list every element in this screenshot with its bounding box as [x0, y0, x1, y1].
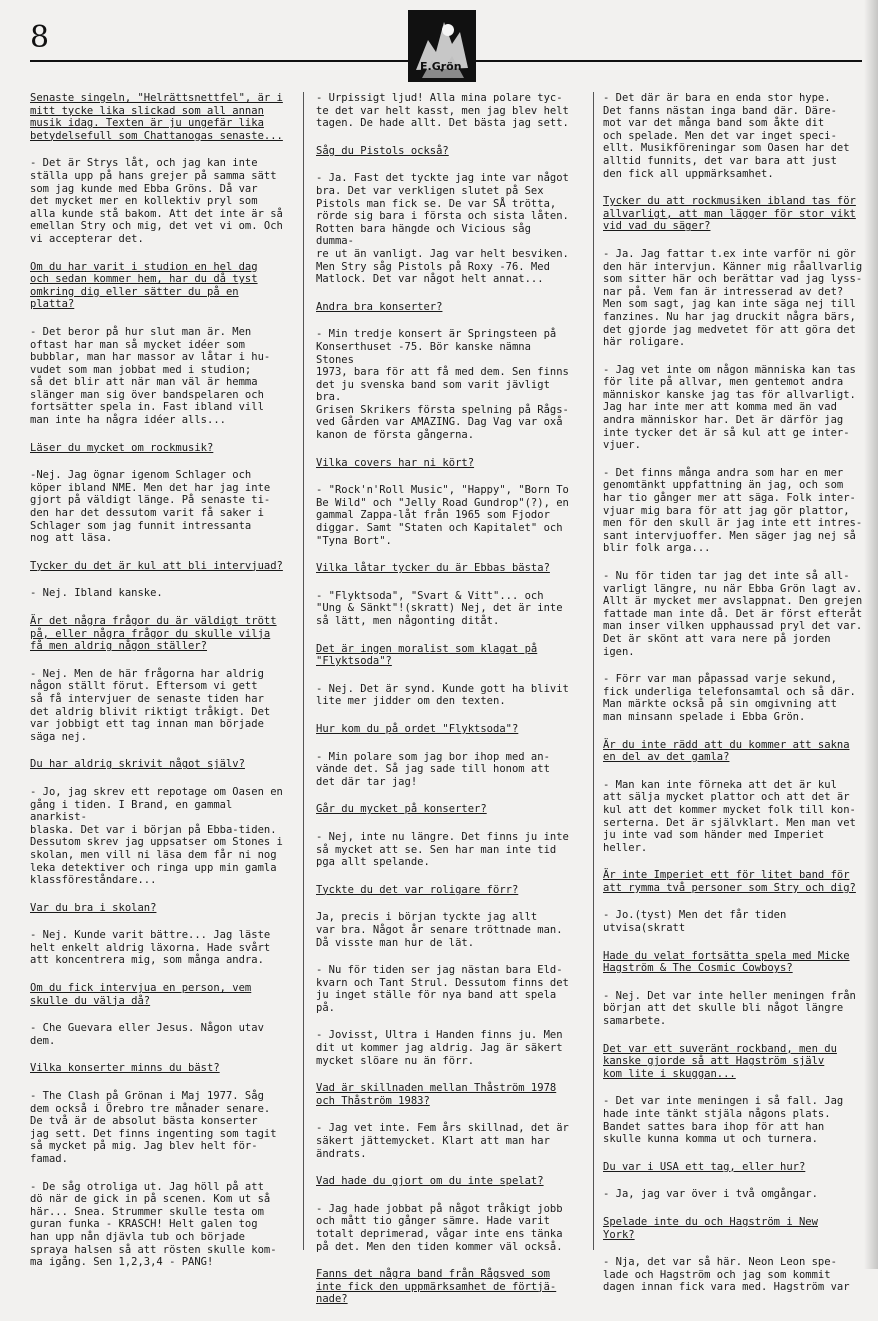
interview-answer: - Ja. Fast det tyckte jag inte var något bra. Det var verkligen slutet på Sex Pistols man fick se. De var SÅ trötta, rörde sig bara i första och sista låten. Rotten bara hängde och Vicious såg dumma- re ut än vanligt. Jag var helt besviken. Men Stry såg Pistols på Roxy -76. Med Matlock. Det var något helt annat...: [316, 172, 569, 286]
interview-question: Spelade inte du och Hagström i New York?: [603, 1215, 818, 1241]
interview-answer: - Nu för tiden ser jag nästan bara Eld- kvarn och Tant Strul. Dessutom finns det ju inget ställe för nya band att spela på.: [316, 964, 569, 1014]
interview-question: Läser du mycket om rockmusik?: [30, 441, 214, 454]
interview-answer: - Förr var man påpassad varje sekund, fick underliga telefonsamtal och så där. Man märkte också på sin omgivning att man minsann spelade i Ebba Grön.: [603, 673, 856, 723]
interview-answer: - Nej. Men de här frågorna har aldrig någon ställt förut. Eftersom vi gett så få intervjuer de senaste tiden har det aldrig blivit riktigt tråkigt. Det var jobbigt ett tag innan man började säga nej.: [30, 667, 271, 743]
column-1: [30, 92, 288, 1284]
interview-answer: - Min polare som jag bor ihop med an- vände det. Så jag sade till honom att det där tar jag!: [316, 750, 550, 788]
interview-answer: - Det finns många andra som har en mer genomtänkt uppfattning än jag, och som har tio gånger mer att säga. Folk inter- vjuar mig bara för att jag gör plattor, men för den skull är jag inte ett intres- sant intervjuoffer. Men säger jag nej så blir folk arga...: [603, 466, 863, 555]
interview-question: Om du har varit i studion en hel dag och sedan kommer hem, har du då tyst omkring dig eller sätter du på en platta?: [30, 260, 258, 311]
interview-question: Är du inte rädd att du kommer att sakna en del av det gamla?: [603, 738, 850, 764]
interview-answer: - Nej. Kunde varit bättre... Jag läste helt enkelt aldrig läxorna. Hade svårt att koncentrera mig, som många andra.: [30, 929, 271, 967]
interview-answer: Ja, precis i början tyckte jag allt var bra. Något år senare tröttnade man. Då visste man hur de lät.: [316, 911, 563, 949]
interview-answer: -Nej. Jag ögnar igenom Schlager och köper ibland NME. Men det har jag inte gjort på väldigt länge. På senaste ti- den har det dessutom varit få saker i Schlager som jag funnit intressanta nog att läsa.: [30, 469, 271, 545]
column-divider-2: [593, 92, 594, 1250]
interview-answer: - Nej. Det är synd. Kunde gott ha blivit lite mer jidder om den texten.: [316, 682, 569, 708]
interview-question: Vilka låtar tycker du är Ebbas bästa?: [316, 562, 550, 575]
interview-answer: - Jovisst, Ultra i Handen finns ju. Men dit ut kommer jag aldrig. Jag är säkert mycket slöare nu än förr.: [316, 1029, 563, 1067]
svg-text:E.Grön: E.Grön: [420, 60, 462, 73]
interview-question: Andra bra konserter?: [316, 300, 443, 313]
interview-question: Tyckte du det var roligare förr?: [316, 883, 519, 896]
interview-question: Såg du Pistols också?: [316, 144, 449, 157]
interview-answer: - Man kan inte förneka att det är kul att sälja mycket plattor och att det är kul att det kommer mycket folk till kon- serterna. Det är självklart. Men man vet ju inte vad som händer med Imperiet heller.: [603, 778, 856, 854]
interview-question: Vad är skillnaden mellan Thåström 1978 och Thåström 1983?: [316, 1082, 557, 1107]
interview-question: Var du bra i skolan?: [30, 901, 157, 914]
interview-question: Det är ingen moralist som klagat på "Flyktsoda"?: [316, 642, 538, 668]
ebba-gron-logo: [408, 10, 476, 82]
interview-question: Hur kom du på ordet "Flyktsoda"?: [316, 722, 519, 735]
interview-answer: - Jag vet inte om någon människa kan tas för lite på allvar, men gentemot andra människor kanske jag tas för allvarligt. Jag har inte mer att komma med än vad andra människor har. Det är därför jag inte tycker det är så kul att ge inter- vjuer.: [603, 363, 856, 452]
interview-answer: - Che Guevara eller Jesus. Någon utav dem.: [30, 1022, 264, 1047]
interview-answer: - "Flyktsoda", "Svart & Vitt"... och "Ung & Sänkt"!(skratt) Nej, det är inte så lätt, men någonting ditåt.: [316, 589, 563, 627]
interview-answer: - "Rock'n'Roll Music", "Happy", "Born To Be Wild" och "Jelly Road Gundrop"(?), en gammal Zappa-låt från 1965 som Fjodor diggar. Samt "Staten och Kapitalet" och "Tyna Bort".: [316, 484, 569, 547]
interview-answer: - Min tredje konsert är Springsteen på Konserthuset -75. Bör kanske nämna Stones 1973, bara för att få med dem. Sen finns det ju svenska band som varit jävligt bra. Grisen Skrikers första spelning på Rågs- ved Gården var AMAZING. Dag Vag var oxå kanon de första gångerna.: [316, 328, 569, 442]
interview-question: Fanns det några band från Rågsved som inte fick den uppmärksamhet de förtjä- nade?: [316, 1268, 557, 1306]
interview-answer: - Jag hade jobbat på något tråkigt jobb och mått tio gånger sämre. Hade varit totalt deprimerad, vågar inte ens tänka på det. Men den tiden kommer väl också.: [316, 1202, 563, 1253]
interview-answer: - Nej. Ibland kanske.: [30, 587, 163, 600]
interview-question: Vilka konserter minns du bäst?: [30, 1062, 220, 1075]
page-edge-shadow: [864, 0, 878, 1269]
interview-answer: - Nja, det var så här. Neon Leon spe- lade och Hagström och jag som kommit dagen innan fick vara med. Hagström var: [603, 1256, 850, 1294]
interview-question: Det var ett suveränt rockband, men du kanske gjorde så att Hagström själv kom lite i skuggan...: [603, 1042, 837, 1080]
interview-question: Vad hade du gjort om du inte spelat?: [316, 1175, 544, 1188]
page-number: 8: [30, 20, 50, 55]
interview-answer: - Det där är bara en enda stor hype. Det fanns nästan inga band där. Däre- mot var det många band som åkte dit och spelade. Men det var inget speci- ellt. Musikföreningar som Oasen har det alltid funnits, det var bara att just den fick all uppmärksamhet.: [603, 92, 850, 180]
interview-question: Hade du velat fortsätta spela med Micke Hagström & The Cosmic Cowboys?: [603, 949, 850, 975]
interview-answer: - Nej. Det var inte heller meningen från början att det skulle bli något längre samarbete.: [603, 989, 856, 1028]
interview-question: Tycker du att rockmusiken ibland tas för allvarligt, att man lägger för stor vikt vid vad du säger?: [603, 195, 856, 233]
interview-answer: - De såg otroliga ut. Jag höll på att dö när de gick in på scenen. Kom ut så här... Snea. Strummer skulle testa om guran funka - KRASCH! Helt galen tog han upp nån djävla tub och började spraya halsen så att rösten skulle kom- ma igång. Sen 1,2,3,4 - PANG!: [30, 1180, 277, 1269]
interview-question: Om du fick intervjua en person, vem skulle du välja då?: [30, 982, 252, 1007]
interview-answer: - Jo, jag skrev ett repotage om Oasen en gång i tiden. I Brand, en gammal anarkist- blaska. Det var i början på Ebba-tiden. Dessutom skrev jag uppsatser om Stones i skolan, men vill ni läsa dem får ni nog leka detektiver och ringa upp min gamla klassföreståndare...: [30, 785, 283, 887]
column-3: [603, 92, 865, 1309]
interview-answer: - Nej, inte nu längre. Det finns ju inte så mycket att se. Sen har man inte tid pga allt spelande.: [316, 830, 569, 869]
column-2: [316, 92, 574, 1321]
interview-answer: - The Clash på Grönan i Maj 1977. Såg dem också i Örebro tre månader senare. De två är de absolut bästa konserter jag sett. Det finns ingenting som tagit så mycket på mig. Jag blev helt för- famad.: [30, 1090, 277, 1165]
interview-answer: - Urpissigt ljud! Alla mina polare tyc- te det var helt kasst, men jag blev helt tagen. De hade allt. Det bästa jag sett.: [316, 92, 569, 130]
column-divider-1: [303, 92, 304, 1250]
interview-question: Vilka covers har ni kört?: [316, 456, 475, 469]
interview-question: Går du mycket på konserter?: [316, 803, 487, 816]
interview-answer: - Jo.(tyst) Men det får tiden utvisa(skratt: [603, 909, 787, 935]
interview-answer: - Ja, jag var över i två omgångar.: [603, 1188, 818, 1201]
interview-question: Senaste singeln, "Helrättsnettfel", är i mitt tycke lika slickad som all annan musik idag. Texten är ju ungefär lika betydelsefull som Chattanogas senaste...: [30, 92, 283, 142]
interview-answer: - Det beror på hur slut man är. Men oftast har man så mycket idéer som bubblar, man har massor av låtar i hu- vudet som man jobbat med i studion; så det blir att när man väl är hemma slänger man sig över bandspelaren och fortsätter spela in. Fast ibland vill man inte ha några idéer alls...: [30, 325, 271, 427]
interview-question: Tycker du det är kul att bli intervjuad?: [30, 559, 283, 572]
interview-answer: - Jag vet inte. Fem års skillnad, det är säkert jättemycket. Klart att man har ändrats.: [316, 1122, 569, 1160]
interview-answer: - Det är Strys låt, och jag kan inte ställa upp på hans grejer på samma sätt som jag kunde med Ebba Gröns. Då var det mycket mer en kollektiv pryl som alla kunde stå bakom. Att det inte är så emellan Stry och mig, det vet vi om. Och vi accepterar det.: [30, 157, 283, 245]
interview-answer: - Det var inte meningen i så fall. Jag hade inte tänkt stjäla någons plats. Bandet sattes bara ihop för att han skulle kunna komma ut och turnera.: [603, 1095, 844, 1146]
interview-answer: - Ja. Jag fattar t.ex inte varför ni gör den här intervjun. Känner mig råallvarlig som sitter här och berättar vad jag lyss- nar på. Vem fan är intresserad av det? Men som sagt, jag kan inte säga nej till fanzines. Nu har jag druckit några bärs, det gjorde jag medvetet för att göra det här roligare.: [603, 247, 863, 349]
interview-question: Är det några frågor du är väldigt trött på, eller några frågor du skulle vilja få men aldrig någon ställer?: [30, 615, 277, 653]
interview-question: Du har aldrig skrivit något själv?: [30, 758, 245, 771]
interview-question: Du var i USA ett tag, eller hur?: [603, 1160, 806, 1173]
interview-question: Är inte Imperiet ett för litet band för att rymma två personer som Stry och dig?: [603, 869, 856, 894]
interview-answer: - Nu för tiden tar jag det inte så all- varligt längre, nu när Ebba Grön lagt av. Allt är mycket mer avslappnat. Den grejen fattade man inte då. Det är först efteråt man inser vilken upphaussad pryl det var. Det är skönt att vara nere på jorden igen.: [603, 570, 863, 658]
